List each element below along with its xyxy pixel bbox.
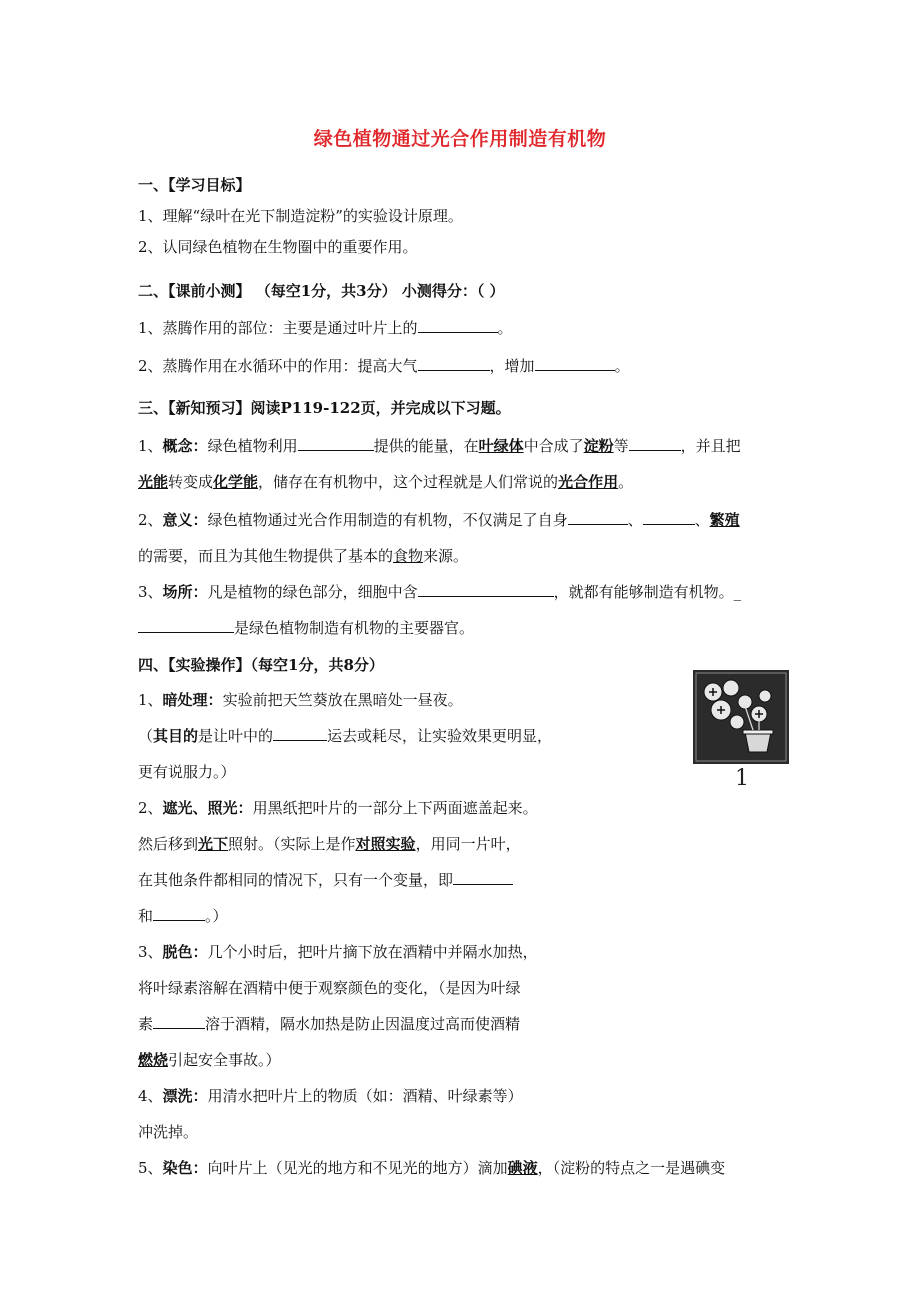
location-line-2: 是绿色植物制造有机物的主要器官。	[138, 618, 474, 638]
section-heading-experiment: 四、【实验操作】（每空1分，共8分）	[138, 656, 384, 674]
section-heading-goals: 一、【学习目标】	[138, 176, 251, 194]
answer-blank[interactable]	[153, 1014, 205, 1029]
step-stain: 5、染色：向叶片上（见光的地方和不见光的地方）滴加碘液，（淀粉的特点之一是遇碘变	[138, 1159, 726, 1177]
potted-plant-icon	[693, 670, 789, 764]
answer-blank[interactable]	[629, 436, 681, 451]
answer-blank[interactable]	[273, 726, 327, 741]
step-shading-4: 和 。）	[138, 907, 228, 925]
answer-blank[interactable]	[453, 870, 513, 885]
figure-label: 1	[735, 766, 749, 791]
step-decolor-2: 将叶绿素溶解在酒精中便于观察颜色的变化，（是因为叶绿	[138, 979, 521, 997]
goal-item-1: 1、理解“绿叶在光下制造淀粉”的实验设计原理。	[138, 207, 463, 225]
step-decolor-3: 素 溶于酒精，隔水加热是防止因温度过高而使酒精	[138, 1015, 521, 1033]
answer-blank[interactable]	[298, 436, 374, 451]
meaning-line-1: 2、意义：绿色植物通过光合作用制造的有机物，不仅满足了自身 、 、繁殖	[138, 511, 740, 529]
pretest-question-1: 1、蒸腾作用的部位：主要是通过叶片上的 。	[138, 319, 513, 337]
step-dark-treatment: 1、暗处理：实验前把天竺葵放在黑暗处一昼夜。	[138, 691, 463, 709]
step-shading: 2、遮光、照光：用黑纸把叶片的一部分上下两面遮盖起来。	[138, 799, 538, 817]
step-shading-3: 在其他条件都相同的情况下，只有一个变量，即	[138, 870, 513, 890]
step-decolor: 3、脱色：几个小时后，把叶片摘下放在酒精中并隔水加热，	[138, 943, 538, 961]
goal-item-2: 2、认同绿色植物在生物圈中的重要作用。	[138, 238, 418, 256]
step-dark-purpose-cont: 更有说服力。）	[138, 763, 236, 781]
answer-blank[interactable]	[535, 356, 615, 371]
meaning-line-2: 的需要，而且为其他生物提供了基本的食物来源。	[138, 547, 469, 565]
concept-line-1: 1、概念：绿色植物利用 提供的能量，在叶绿体中合成了淀粉等 ，并且把	[138, 437, 741, 455]
pretest-question-2: 2、蒸腾作用在水循环中的作用：提高大气 ，增加 。	[138, 357, 630, 375]
answer-blank[interactable]	[568, 510, 628, 525]
step-rinse: 4、漂洗：用清水把叶片上的物质（如：酒精、叶绿素等）	[138, 1087, 523, 1105]
answer-blank[interactable]	[418, 318, 498, 333]
concept-line-2: 光能转变成化学能，储存在有机物中，这个过程就是人们常说的光合作用。	[138, 473, 634, 491]
step-decolor-4: 燃烧引起安全事故。）	[138, 1051, 281, 1069]
section-heading-pretest: 二、【课前小测】 （每空1分，共3分） 小测得分：（ ）	[138, 282, 505, 300]
answer-blank[interactable]	[138, 618, 234, 633]
plant-in-dark-figure	[693, 670, 789, 764]
location-line-1: 3、场所：凡是植物的绿色部分，细胞中含 ，就都有能够制造有机物。_	[138, 583, 742, 601]
step-dark-purpose: （其目的是让叶中的 运去或耗尽，让实验效果更明显，	[138, 727, 553, 745]
answer-blank[interactable]	[153, 906, 205, 921]
answer-blank[interactable]	[418, 582, 554, 597]
section-heading-preview: 三、【新知预习】阅读P119-122页，并完成以下习题。	[138, 399, 511, 417]
step-shading-2: 然后移到光下照射。（实际上是作对照实验，用同一片叶，	[138, 835, 521, 853]
answer-blank[interactable]	[418, 356, 490, 371]
step-rinse-2: 冲洗掉。	[138, 1123, 199, 1141]
answer-blank[interactable]	[643, 510, 695, 525]
page-title: 绿色植物通过光合作用制造有机物	[313, 128, 607, 150]
